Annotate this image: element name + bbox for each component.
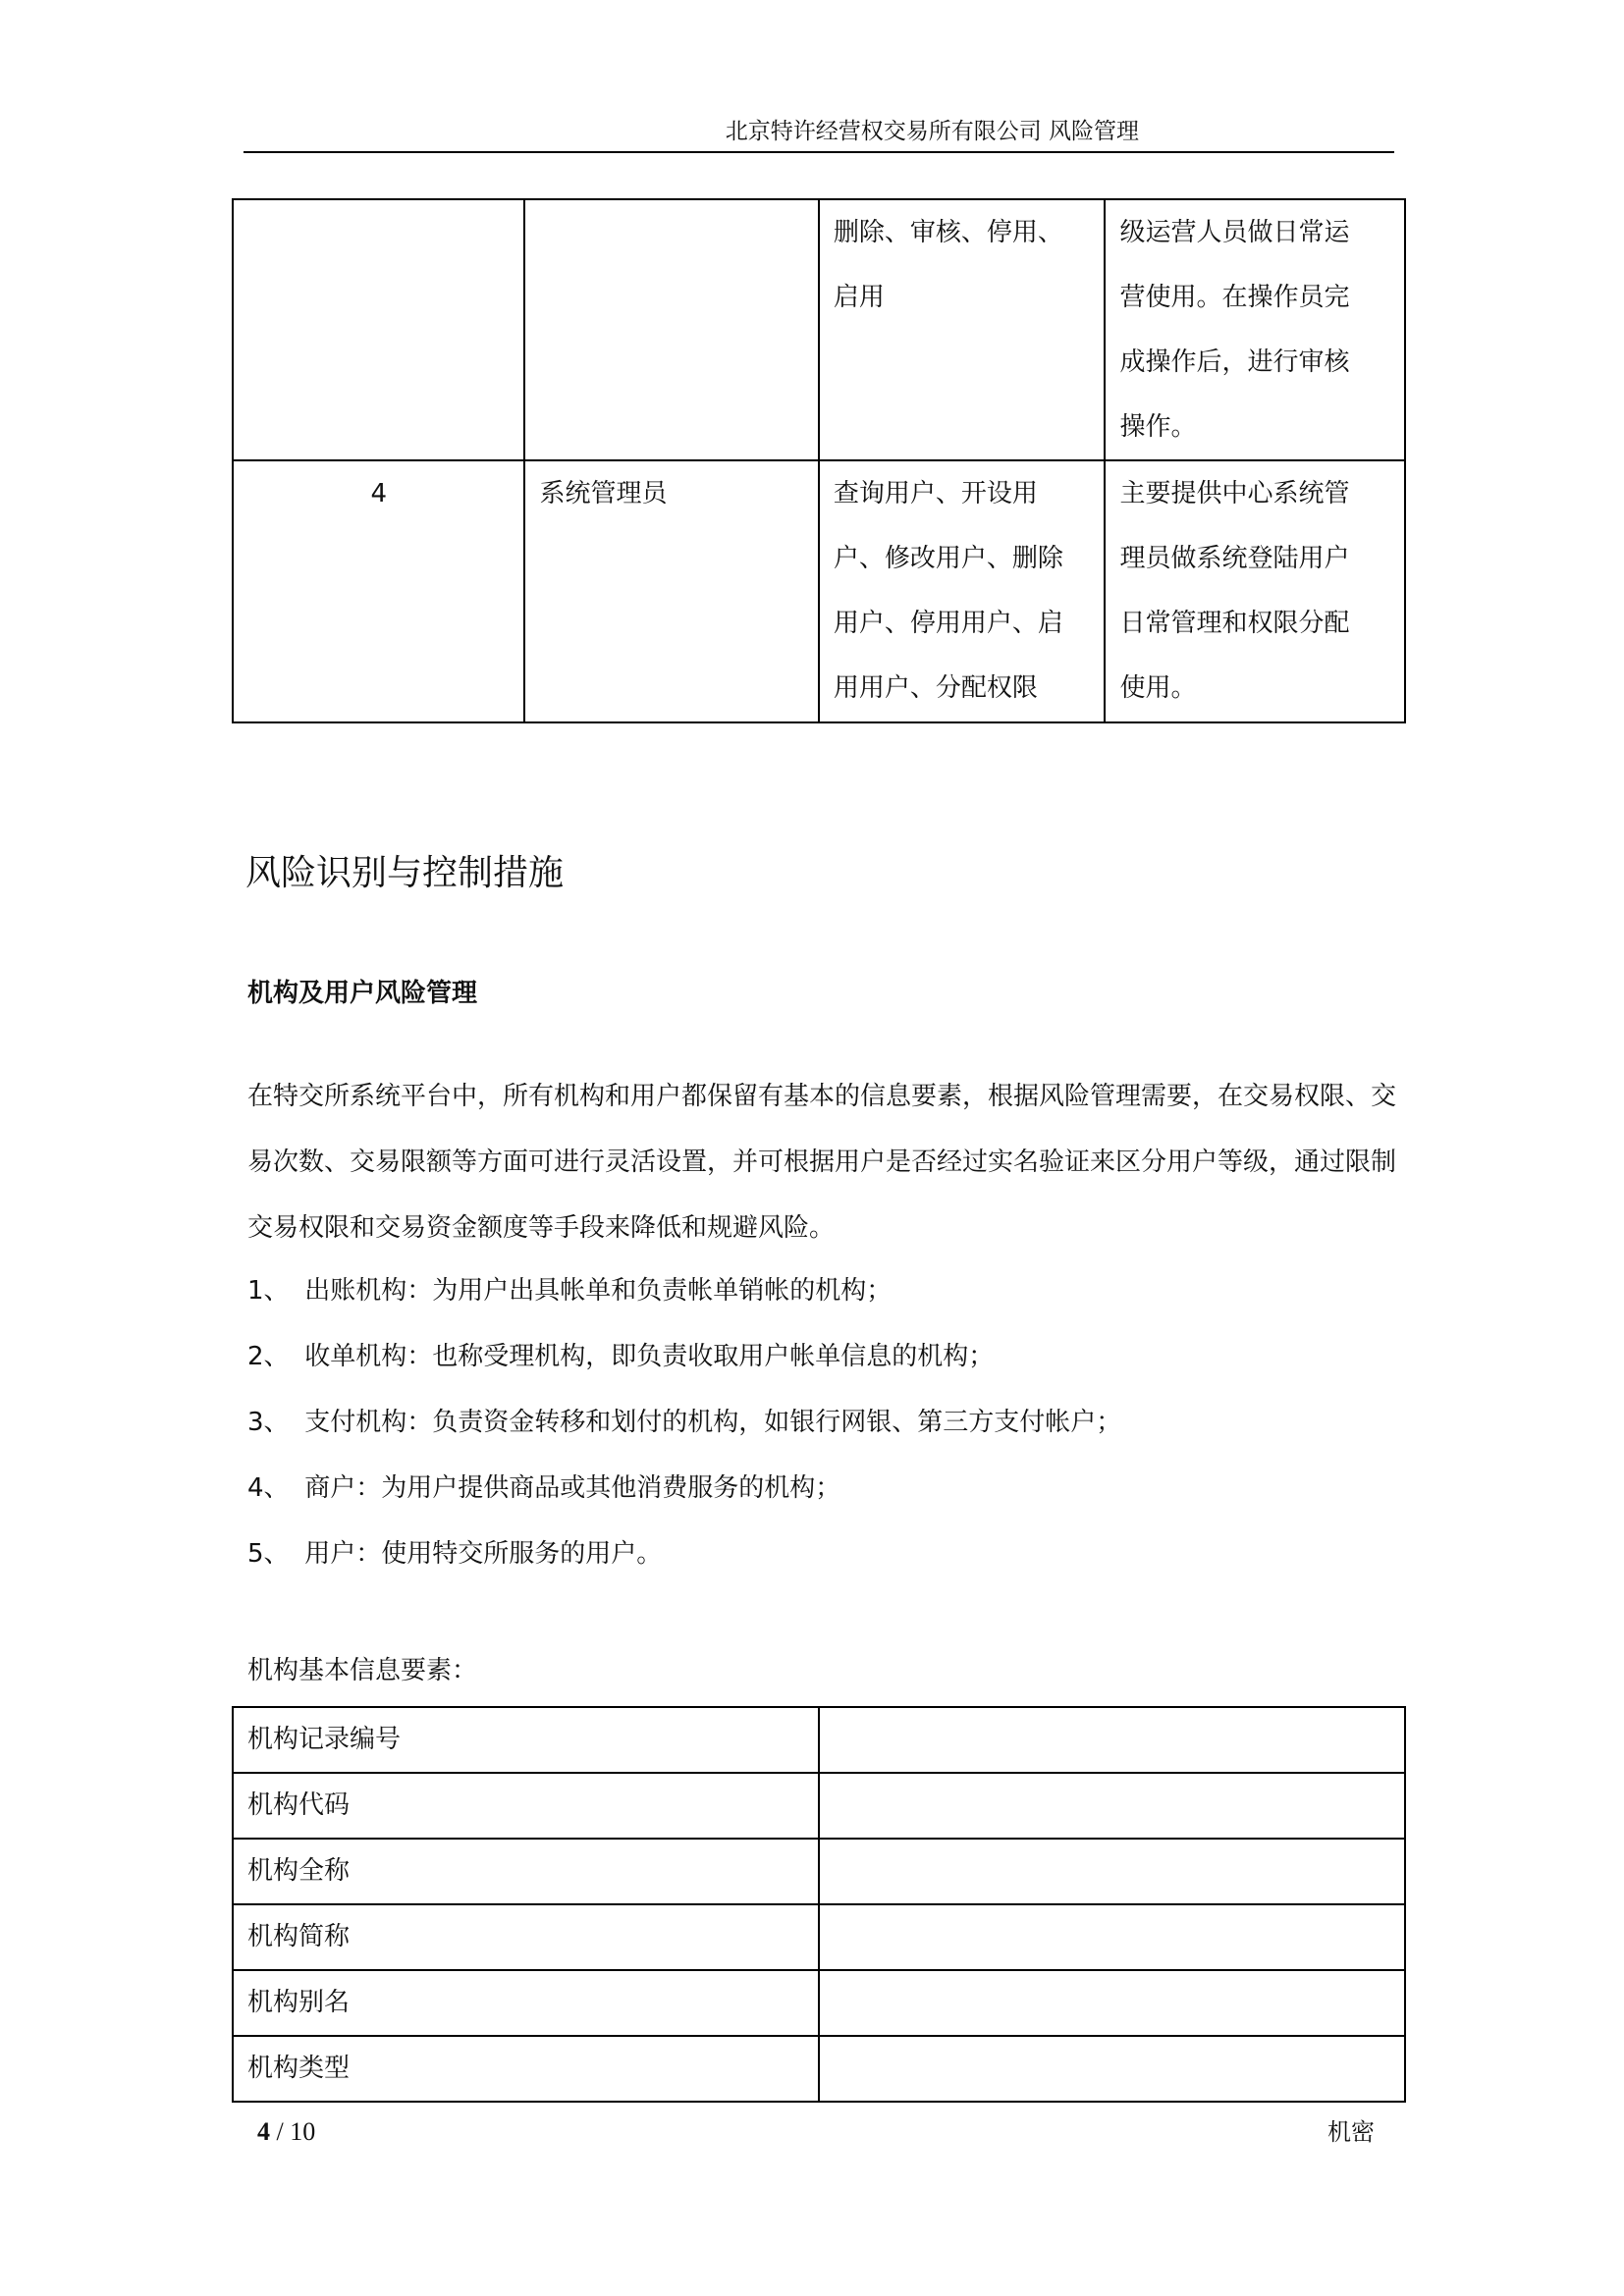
cell-line: 操作。: [1119, 412, 1197, 442]
page-header: [244, 114, 1394, 153]
table-row: [233, 2036, 1405, 2102]
table-caption: 机构基本信息要素：: [247, 1656, 478, 1685]
body-paragraph: 在特交所系统平台中，所有机构和用户都保留有基本的信息要素，根据风险管理需要，在交易权限、交易次数、交易限额等方面可进行灵活设置，并可根据用户是否经过实名验证来区分用户等级，通过限制交易权限和交易资金额度等手段来降低和规避风险。: [247, 1082, 1397, 1243]
section-subheading: 机构及用户风险管理: [247, 979, 478, 1008]
list-number: 1、: [247, 1276, 290, 1306]
role-description-cell: [1105, 460, 1405, 722]
role-functions-cell: [819, 460, 1106, 722]
table-row: [233, 1970, 1405, 2036]
field-value-cell: [819, 1970, 1405, 2036]
institution-list: [247, 1258, 1396, 1587]
role-index-cell: [233, 199, 524, 460]
cell-line: 用户、停用用户、启: [833, 609, 1063, 638]
field-label-cell: 机构简称: [233, 1904, 819, 1970]
list-number: 3、: [247, 1408, 290, 1437]
cell-line: 级运营人员做日常运: [1119, 218, 1350, 247]
user-role-table: [232, 198, 1406, 723]
field-value-cell: [819, 1773, 1405, 1839]
section-heading: 风险识别与控制措施: [245, 853, 565, 893]
list-item: [247, 1324, 1396, 1390]
list-number: 5、: [247, 1539, 290, 1569]
role-name-cell: 系统管理员: [524, 460, 818, 722]
field-value-cell: [819, 2036, 1405, 2102]
page-current: 4: [257, 2117, 270, 2146]
field-label-cell: 机构别名: [233, 1970, 819, 2036]
cell-line: 使用。: [1119, 673, 1197, 703]
list-text: 支付机构：负责资金转移和划付的机构，如银行网银、第三方支付帐户；: [304, 1408, 1122, 1437]
list-number: 2、: [247, 1342, 290, 1371]
table-row: [233, 1707, 1405, 1773]
field-label-cell: 机构记录编号: [233, 1707, 819, 1773]
cell-line: 启用: [833, 283, 885, 312]
cell-line: 查询用户、开设用: [833, 479, 1038, 508]
list-text: 出账机构：为用户出具帐单和负责帐单销帐的机构；: [304, 1276, 893, 1306]
header-title: 北京特许经营权交易所有限公司 风险管理: [725, 119, 1139, 144]
cell-line: 删除、审核、停用、: [833, 218, 1063, 247]
list-text: 用户：使用特交所服务的用户。: [304, 1539, 663, 1569]
table-row: [233, 1839, 1405, 1904]
table-row: [233, 1904, 1405, 1970]
list-item: [247, 1456, 1396, 1522]
cell-line: 成操作后，进行审核: [1119, 347, 1350, 377]
field-label-cell: 机构代码: [233, 1773, 819, 1839]
table-row: [233, 1773, 1405, 1839]
cell-line: 营使用。在操作员完: [1119, 283, 1350, 312]
list-text: 收单机构：也称受理机构，即负责收取用户帐单信息的机构；: [304, 1342, 995, 1371]
table-row: [233, 199, 1405, 460]
page-number: [257, 2112, 315, 2152]
list-item: [247, 1522, 1396, 1587]
institution-info-table: [232, 1706, 1406, 2103]
page-total: / 10: [270, 2117, 316, 2146]
field-label-cell: 机构类型: [233, 2036, 819, 2102]
list-number: 4、: [247, 1473, 290, 1503]
list-text: 商户：为用户提供商品或其他消费服务的机构；: [304, 1473, 841, 1503]
list-item: [247, 1258, 1396, 1324]
role-functions-cell: [819, 199, 1106, 460]
list-item: [247, 1390, 1396, 1456]
cell-line: 理员做系统登陆用户: [1119, 544, 1350, 573]
field-value-cell: [819, 1707, 1405, 1773]
role-description-cell: [1105, 199, 1405, 460]
cell-line: 日常管理和权限分配: [1119, 609, 1350, 638]
cell-line: 用用户、分配权限: [833, 673, 1038, 703]
role-name-cell: [524, 199, 818, 460]
cell-line: 主要提供中心系统管: [1119, 479, 1350, 508]
field-label-cell: 机构全称: [233, 1839, 819, 1904]
role-index-cell: 4: [233, 460, 524, 722]
field-value-cell: [819, 1904, 1405, 1970]
cell-line: 户、修改用户、删除: [833, 544, 1063, 573]
field-value-cell: [819, 1839, 1405, 1904]
table-row: [233, 460, 1405, 722]
confidential-label: 机密: [1327, 2118, 1375, 2146]
